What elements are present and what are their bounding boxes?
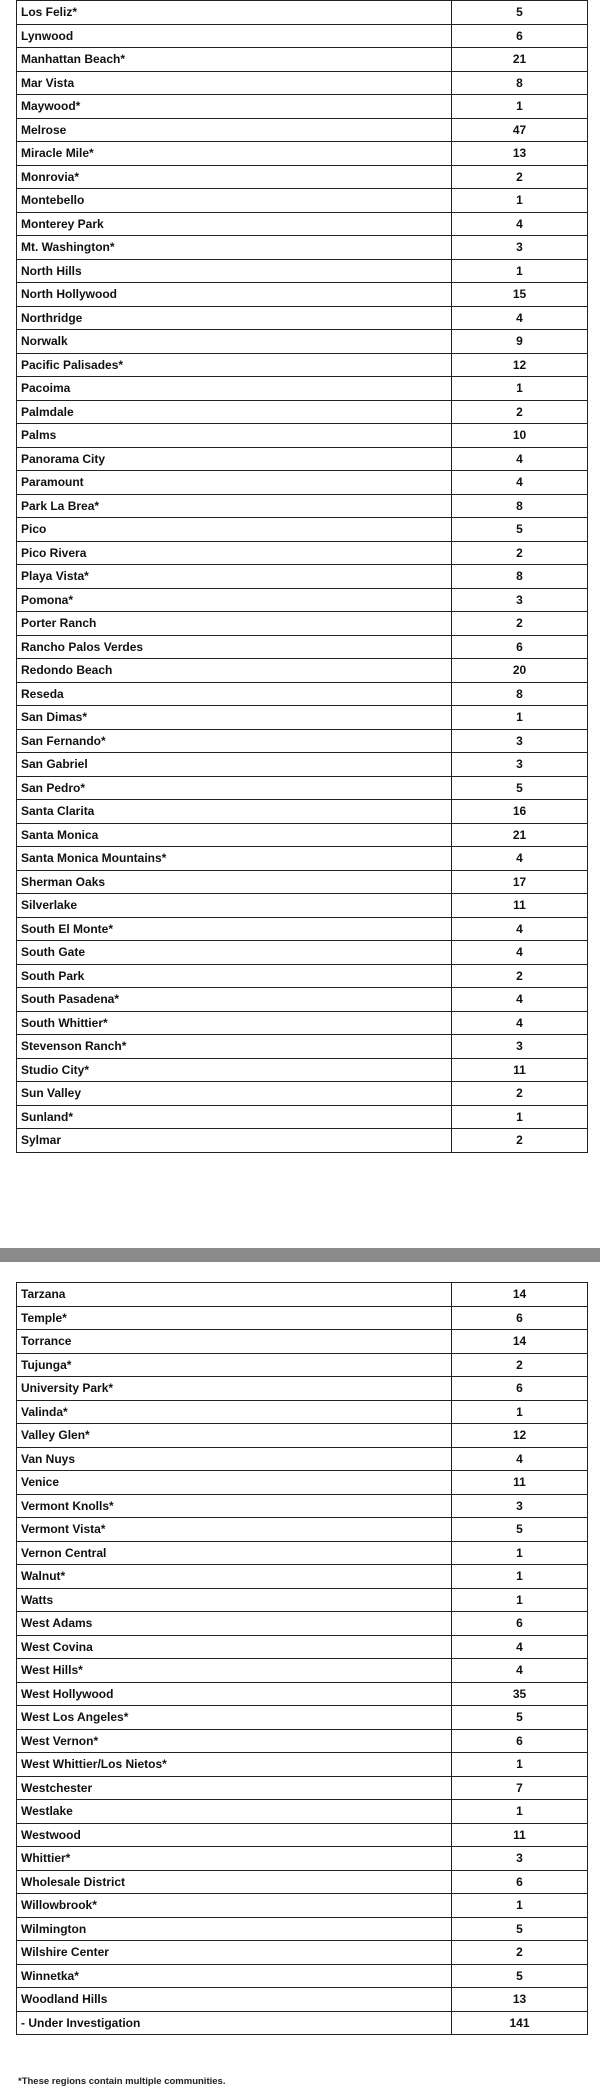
table-row — [17, 1400, 588, 1424]
table-row — [17, 377, 588, 401]
table-row — [17, 1753, 588, 1777]
community-name: Vernon Central — [17, 1541, 452, 1565]
community-count: 11 — [452, 894, 588, 918]
community-count: 2 — [452, 1353, 588, 1377]
community-count: 3 — [452, 1035, 588, 1059]
community-count: 4 — [452, 306, 588, 330]
table-row — [17, 753, 588, 777]
community-count: 4 — [452, 212, 588, 236]
community-name: San Pedro* — [17, 776, 452, 800]
community-name: Wilmington — [17, 1917, 452, 1941]
table-row — [17, 1011, 588, 1035]
community-name: Vermont Knolls* — [17, 1494, 452, 1518]
community-name: - Under Investigation — [17, 2011, 452, 2035]
table-row — [17, 1612, 588, 1636]
community-name: Sunland* — [17, 1105, 452, 1129]
community-name: Willowbrook* — [17, 1894, 452, 1918]
table-row — [17, 424, 588, 448]
table-row — [17, 71, 588, 95]
community-count: 1 — [452, 377, 588, 401]
community-name: West Vernon* — [17, 1729, 452, 1753]
community-count: 1 — [452, 1541, 588, 1565]
community-name: Winnetka* — [17, 1964, 452, 1988]
table-row — [17, 659, 588, 683]
community-count: 4 — [452, 1659, 588, 1683]
community-count: 20 — [452, 659, 588, 683]
community-count: 2 — [452, 1082, 588, 1106]
community-count: 13 — [452, 142, 588, 166]
community-count: 11 — [452, 1058, 588, 1082]
table-row — [17, 1377, 588, 1401]
community-name: Sherman Oaks — [17, 870, 452, 894]
table-row — [17, 1306, 588, 1330]
community-count: 3 — [452, 729, 588, 753]
table-row — [17, 212, 588, 236]
community-count: 15 — [452, 283, 588, 307]
table-row — [17, 1659, 588, 1683]
table-row — [17, 894, 588, 918]
table-row — [17, 1729, 588, 1753]
community-name: Palms — [17, 424, 452, 448]
table-row — [17, 800, 588, 824]
community-count: 4 — [452, 471, 588, 495]
community-name: Santa Monica Mountains* — [17, 847, 452, 871]
community-name: Pico — [17, 518, 452, 542]
community-name: Mar Vista — [17, 71, 452, 95]
community-name: Porter Ranch — [17, 612, 452, 636]
table-row — [17, 1917, 588, 1941]
community-count: 3 — [452, 753, 588, 777]
table-row — [17, 870, 588, 894]
community-count: 1 — [452, 1894, 588, 1918]
table-row — [17, 48, 588, 72]
table-row — [17, 1447, 588, 1471]
community-count: 8 — [452, 71, 588, 95]
community-count: 4 — [452, 1011, 588, 1035]
community-count: 4 — [452, 847, 588, 871]
table-row — [17, 941, 588, 965]
table-row — [17, 330, 588, 354]
community-count: 6 — [452, 635, 588, 659]
community-count: 141 — [452, 2011, 588, 2035]
table-row — [17, 541, 588, 565]
community-count: 12 — [452, 1424, 588, 1448]
community-table-bottom — [16, 1282, 588, 2035]
community-name: University Park* — [17, 1377, 452, 1401]
community-count: 6 — [452, 1729, 588, 1753]
table-row — [17, 1635, 588, 1659]
community-count: 4 — [452, 988, 588, 1012]
community-count: 5 — [452, 1706, 588, 1730]
community-name: Pico Rivera — [17, 541, 452, 565]
table-row — [17, 964, 588, 988]
table-row — [17, 682, 588, 706]
community-count: 5 — [452, 1, 588, 25]
community-count: 1 — [452, 1400, 588, 1424]
community-name: Pomona* — [17, 588, 452, 612]
community-count: 1 — [452, 259, 588, 283]
community-count: 4 — [452, 1635, 588, 1659]
community-name: West Whittier/Los Nietos* — [17, 1753, 452, 1777]
community-count: 5 — [452, 1917, 588, 1941]
community-name: West Covina — [17, 1635, 452, 1659]
table-row — [17, 1941, 588, 1965]
community-name: Norwalk — [17, 330, 452, 354]
table-row — [17, 1471, 588, 1495]
table-row — [17, 236, 588, 260]
table-row — [17, 1105, 588, 1129]
table-row — [17, 612, 588, 636]
table-row — [17, 1588, 588, 1612]
community-count: 14 — [452, 1283, 588, 1307]
table-row — [17, 1541, 588, 1565]
table-row — [17, 189, 588, 213]
community-count: 8 — [452, 565, 588, 589]
table-row — [17, 1800, 588, 1824]
table-row — [17, 24, 588, 48]
table-row — [17, 471, 588, 495]
community-name: Valley Glen* — [17, 1424, 452, 1448]
page-break-divider — [0, 1248, 600, 1262]
community-count: 1 — [452, 1565, 588, 1589]
table-row — [17, 823, 588, 847]
community-name: North Hollywood — [17, 283, 452, 307]
table-row — [17, 1518, 588, 1542]
community-name: Pacific Palisades* — [17, 353, 452, 377]
community-name: Westlake — [17, 1800, 452, 1824]
table-row — [17, 1894, 588, 1918]
community-name: South Park — [17, 964, 452, 988]
community-name: Temple* — [17, 1306, 452, 1330]
community-table-top — [16, 0, 588, 1153]
community-name: South Gate — [17, 941, 452, 965]
community-name: Melrose — [17, 118, 452, 142]
table-row — [17, 165, 588, 189]
community-name: Palmdale — [17, 400, 452, 424]
table-row — [17, 447, 588, 471]
community-count: 47 — [452, 118, 588, 142]
community-name: Watts — [17, 1588, 452, 1612]
table-row — [17, 306, 588, 330]
community-count: 9 — [452, 330, 588, 354]
community-table-bottom-body — [17, 1283, 588, 2035]
community-count: 6 — [452, 24, 588, 48]
table-row — [17, 1283, 588, 1307]
community-name: Sun Valley — [17, 1082, 452, 1106]
table-row — [17, 353, 588, 377]
community-count: 1 — [452, 1753, 588, 1777]
community-count: 21 — [452, 823, 588, 847]
community-count: 2 — [452, 964, 588, 988]
table-row — [17, 1776, 588, 1800]
community-name: Northridge — [17, 306, 452, 330]
community-count: 1 — [452, 95, 588, 119]
community-count: 2 — [452, 541, 588, 565]
community-name: San Gabriel — [17, 753, 452, 777]
community-count: 11 — [452, 1471, 588, 1495]
table-row — [17, 776, 588, 800]
community-name: South Pasadena* — [17, 988, 452, 1012]
community-count: 17 — [452, 870, 588, 894]
table-row — [17, 1988, 588, 2012]
community-count: 2 — [452, 612, 588, 636]
community-count: 4 — [452, 1447, 588, 1471]
community-count: 3 — [452, 1494, 588, 1518]
community-count: 11 — [452, 1823, 588, 1847]
community-name: San Dimas* — [17, 706, 452, 730]
community-count: 14 — [452, 1330, 588, 1354]
community-name: Panorama City — [17, 447, 452, 471]
community-name: Valinda* — [17, 1400, 452, 1424]
community-count: 1 — [452, 189, 588, 213]
table-row — [17, 847, 588, 871]
community-count: 3 — [452, 1847, 588, 1871]
community-count: 1 — [452, 706, 588, 730]
table-row — [17, 588, 588, 612]
community-name: Studio City* — [17, 1058, 452, 1082]
table-row — [17, 1330, 588, 1354]
table-row — [17, 1706, 588, 1730]
table-row — [17, 706, 588, 730]
table-row — [17, 1129, 588, 1153]
community-name: Vermont Vista* — [17, 1518, 452, 1542]
community-count: 8 — [452, 682, 588, 706]
community-count: 6 — [452, 1870, 588, 1894]
community-name: Paramount — [17, 471, 452, 495]
table-row — [17, 1494, 588, 1518]
community-name: Monterey Park — [17, 212, 452, 236]
community-count: 35 — [452, 1682, 588, 1706]
community-name: Los Feliz* — [17, 1, 452, 25]
community-count: 2 — [452, 1941, 588, 1965]
table-row — [17, 1035, 588, 1059]
table-row — [17, 142, 588, 166]
table-row — [17, 1424, 588, 1448]
community-name: West Adams — [17, 1612, 452, 1636]
table-row — [17, 95, 588, 119]
community-count: 5 — [452, 518, 588, 542]
table-row — [17, 988, 588, 1012]
community-name: Westwood — [17, 1823, 452, 1847]
community-count: 8 — [452, 494, 588, 518]
table-row — [17, 1353, 588, 1377]
community-name: Sylmar — [17, 1129, 452, 1153]
community-name: Tarzana — [17, 1283, 452, 1307]
community-name: Wholesale District — [17, 1870, 452, 1894]
table-row — [17, 1565, 588, 1589]
community-name: Park La Brea* — [17, 494, 452, 518]
community-count: 1 — [452, 1588, 588, 1612]
community-name: Westchester — [17, 1776, 452, 1800]
community-name: Redondo Beach — [17, 659, 452, 683]
community-name: Walnut* — [17, 1565, 452, 1589]
table-row — [17, 1682, 588, 1706]
community-name: Santa Clarita — [17, 800, 452, 824]
community-count: 3 — [452, 588, 588, 612]
community-name: Van Nuys — [17, 1447, 452, 1471]
community-count: 7 — [452, 1776, 588, 1800]
community-count: 1 — [452, 1105, 588, 1129]
table-row — [17, 1823, 588, 1847]
community-count: 2 — [452, 1129, 588, 1153]
table-row — [17, 1964, 588, 1988]
community-count: 2 — [452, 165, 588, 189]
community-name: Montebello — [17, 189, 452, 213]
community-name: San Fernando* — [17, 729, 452, 753]
table-row — [17, 1847, 588, 1871]
community-name: Santa Monica — [17, 823, 452, 847]
community-name: Stevenson Ranch* — [17, 1035, 452, 1059]
community-count: 4 — [452, 941, 588, 965]
community-name: Miracle Mile* — [17, 142, 452, 166]
community-table-top-body — [17, 1, 588, 1153]
community-name: South Whittier* — [17, 1011, 452, 1035]
community-name: North Hills — [17, 259, 452, 283]
community-count: 2 — [452, 400, 588, 424]
community-name: Torrance — [17, 1330, 452, 1354]
community-count: 5 — [452, 1518, 588, 1542]
table-row — [17, 118, 588, 142]
community-name: West Hollywood — [17, 1682, 452, 1706]
table-row — [17, 1, 588, 25]
community-count: 1 — [452, 1800, 588, 1824]
community-name: Whittier* — [17, 1847, 452, 1871]
community-name: Silverlake — [17, 894, 452, 918]
table-row — [17, 635, 588, 659]
community-count: 6 — [452, 1377, 588, 1401]
table-row — [17, 400, 588, 424]
community-name: Venice — [17, 1471, 452, 1495]
table-row — [17, 917, 588, 941]
table-row — [17, 518, 588, 542]
table-row — [17, 283, 588, 307]
table-row — [17, 565, 588, 589]
table-row — [17, 1870, 588, 1894]
community-count: 3 — [452, 236, 588, 260]
community-count: 5 — [452, 1964, 588, 1988]
community-name: Monrovia* — [17, 165, 452, 189]
community-count: 5 — [452, 776, 588, 800]
community-count: 10 — [452, 424, 588, 448]
community-name: Maywood* — [17, 95, 452, 119]
table-row — [17, 1082, 588, 1106]
community-name: Mt. Washington* — [17, 236, 452, 260]
community-count: 4 — [452, 447, 588, 471]
community-count: 6 — [452, 1306, 588, 1330]
table-row — [17, 1058, 588, 1082]
community-name: South El Monte* — [17, 917, 452, 941]
community-count: 21 — [452, 48, 588, 72]
table-row — [17, 259, 588, 283]
table-row — [17, 2011, 588, 2035]
table-row — [17, 494, 588, 518]
footnote: *These regions contain multiple communities. — [18, 2076, 226, 2087]
community-count: 12 — [452, 353, 588, 377]
community-name: Lynwood — [17, 24, 452, 48]
community-name: Wilshire Center — [17, 1941, 452, 1965]
community-name: Pacoima — [17, 377, 452, 401]
community-name: Playa Vista* — [17, 565, 452, 589]
community-name: Manhattan Beach* — [17, 48, 452, 72]
community-name: Woodland Hills — [17, 1988, 452, 2012]
table-row — [17, 729, 588, 753]
community-count: 13 — [452, 1988, 588, 2012]
community-name: Reseda — [17, 682, 452, 706]
community-name: West Hills* — [17, 1659, 452, 1683]
community-name: Rancho Palos Verdes — [17, 635, 452, 659]
community-name: Tujunga* — [17, 1353, 452, 1377]
community-name: West Los Angeles* — [17, 1706, 452, 1730]
community-count: 4 — [452, 917, 588, 941]
community-count: 16 — [452, 800, 588, 824]
community-count: 6 — [452, 1612, 588, 1636]
